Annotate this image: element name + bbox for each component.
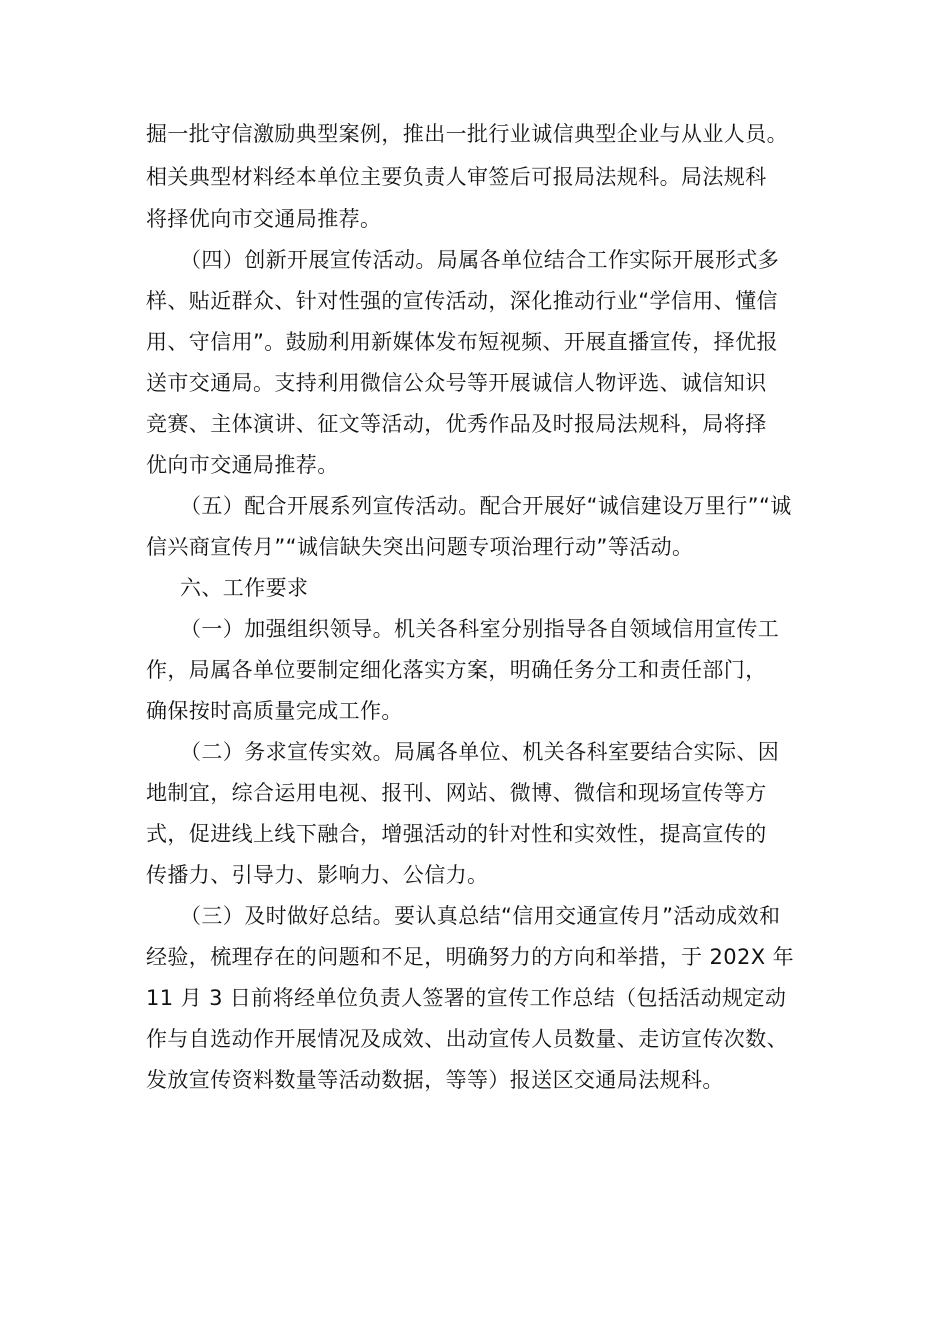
paragraph-line: 11 月 3 日前将经单位负责人签署的宣传工作总结（包括活动规定动 bbox=[146, 986, 787, 1010]
paragraph-line: 样、贴近群众、针对性强的宣传活动，深化推动行业“学信用、懂信 bbox=[146, 289, 778, 313]
section-heading: 六、工作要求 bbox=[180, 576, 309, 600]
paragraph-line: 式，促进线上线下融合，增强活动的针对性和实效性，提高宣传的 bbox=[146, 822, 767, 846]
paragraph-line: 竞赛、主体演讲、征文等活动，优秀作品及时报局法规科，局将择 bbox=[146, 412, 767, 436]
paragraph-line: 传播力、引导力、影响力、公信力。 bbox=[146, 863, 489, 887]
paragraph-line: 优向市交通局推荐。 bbox=[146, 453, 339, 477]
paragraph-line: 用、守信用”。鼓励利用新媒体发布短视频、开展直播宣传，择优报 bbox=[146, 330, 778, 354]
paragraph-line: 经验，梳理存在的问题和不足，明确努力的方向和举措，于 202X 年 bbox=[146, 945, 795, 969]
paragraph-line: 发放宣传资料数量等活动数据，等等）报送区交通局法规科。 bbox=[146, 1068, 724, 1092]
paragraph-line: 地制宜，综合运用电视、报刊、网站、微博、微信和现场宣传等方 bbox=[146, 781, 767, 805]
paragraph-line: 掘一批守信激励典型案例，推出一批行业诚信典型企业与从业人员。 bbox=[146, 122, 788, 146]
paragraph-line: 信兴商宣传月”“诚信缺失突出问题专项治理行动”等活动。 bbox=[146, 535, 694, 559]
paragraph-line: （二）务求宣传实效。局属各单位、机关各科室要结合实际、因 bbox=[180, 740, 780, 764]
paragraph-line: 作，局属各单位要制定细化落实方案，明确任务分工和责任部门， bbox=[146, 658, 767, 682]
paragraph-line: （三）及时做好总结。要认真总结“信用交通宣传月”活动成效和 bbox=[180, 904, 781, 928]
paragraph-line: 确保按时高质量完成工作。 bbox=[146, 699, 403, 723]
paragraph-line: （一）加强组织领导。机关各科室分别指导各自领域信用宣传工 bbox=[180, 617, 780, 641]
paragraph-line: （四）创新开展宣传活动。局属各单位结合工作实际开展形式多 bbox=[180, 248, 780, 272]
paragraph-line: （五）配合开展系列宣传活动。配合开展好“诚信建设万里行”“诚 bbox=[180, 494, 792, 518]
paragraph-line: 作与自选动作开展情况及成效、出动宣传人员数量、走访宣传次数、 bbox=[146, 1027, 788, 1051]
paragraph-line: 送市交通局。支持利用微信公众号等开展诚信人物评选、诚信知识 bbox=[146, 371, 767, 395]
paragraph-line: 相关典型材料经本单位主要负责人审签后可报局法规科。局法规科 bbox=[146, 165, 767, 189]
paragraph-line: 将择优向市交通局推荐。 bbox=[146, 207, 382, 231]
